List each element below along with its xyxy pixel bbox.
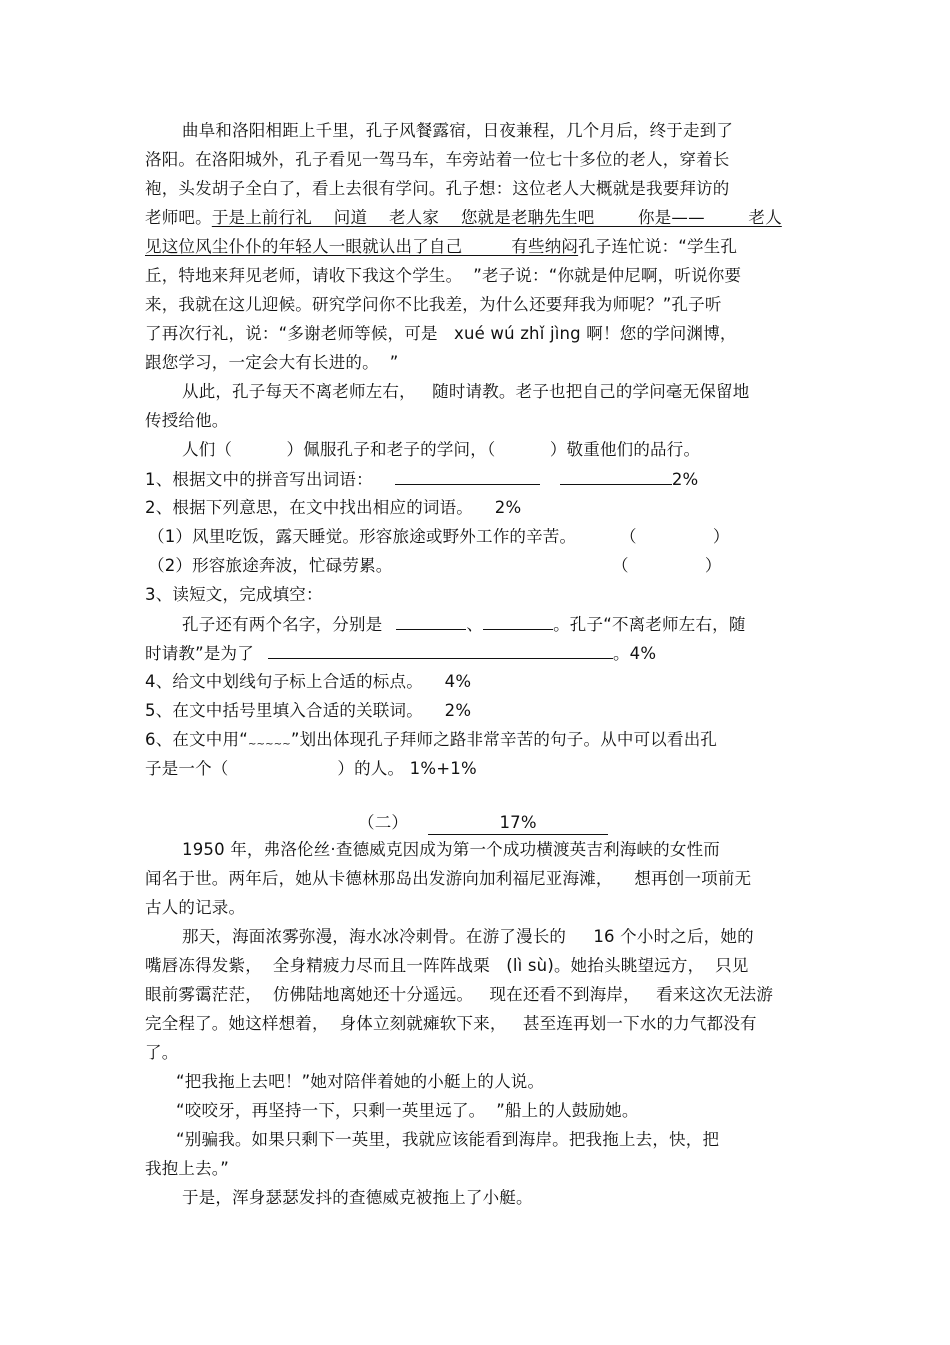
section-2-score: 17% bbox=[428, 812, 608, 835]
underlined-sentence-part-2: 见这位风尘仆仆的年轻人一眼就认出了自己 有些纳闷 bbox=[145, 237, 579, 256]
question-3: 3、读短文，完成填空： bbox=[145, 585, 323, 604]
question-3-prompt-c: 时请教”是为了 bbox=[145, 644, 254, 663]
answer-blank-1a[interactable] bbox=[395, 468, 540, 485]
question-2-1: （1）风里吃饭，露天睡觉。形容旅途或野外工作的辛苦。 bbox=[148, 527, 577, 546]
p1-line-4 bbox=[145, 207, 782, 229]
question-3-prompt: 孔子还有两个名字，分别是 bbox=[182, 615, 383, 634]
p1-line-11: 传授给他。 bbox=[145, 411, 229, 430]
question-5: 5、在文中括号里填入合适的关联词。 2% bbox=[145, 701, 472, 720]
question-6-text-a: 6、在文中用“ bbox=[145, 730, 248, 749]
question-6-line-2: 子是一个（ ）的人。 1%+1% bbox=[145, 759, 477, 778]
p2-line-4: 那天，海面浓雾弥漫，海水冰冷刺骨。在游了漫长的 16 个小时之后，她的 bbox=[182, 927, 754, 946]
question-3-separator: 、 bbox=[466, 615, 484, 634]
wavy-line-mark: ~~~~~ bbox=[247, 739, 291, 750]
question-2-1-answer[interactable]: （ ） bbox=[620, 527, 730, 546]
p2-line-1: 1950 年，弗洛伦丝·查德威克因成为第一个成功横渡英吉利海峡的女性而 bbox=[182, 840, 720, 859]
question-1-text: 1、根据文中的拼音写出词语： bbox=[145, 470, 373, 489]
question-3-line-1 bbox=[182, 613, 746, 636]
underlined-sentence-part-1: 于是上前行礼 问道 老人家 您就是老聃先生吧 你是—— 老人 bbox=[211, 208, 782, 227]
p1-line-2: 洛阳。在洛阳城外，孔子看见一驾马车，车旁站着一位七十多位的老人，穿着长 bbox=[145, 150, 730, 169]
p2-line-6: 眼前雾霭茫茫， 仿佛陆地离她还十分遥远。 现在还看不到海岸， 看来这次无法游 bbox=[145, 985, 774, 1004]
question-2-2-answer[interactable]: （ ） bbox=[612, 556, 722, 575]
p1-line-6: 丘，特地来拜见老师，请收下我这个学生。 ”老子说：“你就是仲尼啊，听说你要 bbox=[145, 266, 742, 285]
question-3-score: 。4% bbox=[612, 644, 657, 663]
p1-line-9: 跟您学习，一定会大有长进的。 ” bbox=[145, 353, 399, 372]
p2-line-12: 我抱上去。” bbox=[145, 1159, 229, 1178]
p2-line-9: “把我拖上去吧！”她对陪伴着她的小艇上的人说。 bbox=[176, 1072, 545, 1091]
p2-line-13: 于是，浑身瑟瑟发抖的查德威克被拖上了小艇。 bbox=[182, 1188, 533, 1207]
question-1-score: 2% bbox=[671, 470, 699, 489]
question-3-prompt-b: 。孔子“不离老师左右，随 bbox=[553, 615, 746, 634]
section-2-header bbox=[358, 812, 608, 835]
p2-line-7: 完全程了。她这样想着， 身体立刻就瘫软下来， 甚至连再划一下水的力气都没有 bbox=[145, 1014, 757, 1033]
p1-line-8: 了再次行礼，说：“多谢老师等候，可是 xué wú zhǐ jìng 啊！您的学问渊博， bbox=[145, 324, 737, 343]
question-6 bbox=[145, 729, 717, 756]
question-2-2: （2）形容旅途奔波，忙碌劳累。 bbox=[148, 556, 393, 575]
answer-blank-1b[interactable] bbox=[560, 468, 672, 485]
answer-blank-3c[interactable] bbox=[268, 642, 613, 659]
p2-line-3: 古人的记录。 bbox=[145, 898, 246, 917]
p2-line-11: “别骗我。如果只剩下一英里，我就应该能看到海岸。把我拖上去，快，把 bbox=[176, 1130, 720, 1149]
p2-line-10: “咬咬牙，再坚持一下，只剩一英里远了。 ”船上的人鼓励她。 bbox=[176, 1101, 639, 1120]
question-2: 2、根据下列意思，在文中找出相应的词语。 2% bbox=[145, 498, 522, 517]
p2-line-5: 嘴唇冻得发紫， 全身精疲力尽而且一阵阵战栗 (lì sù)。她抬头眺望远方， 只见 bbox=[145, 956, 749, 975]
p2-line-2: 闻名于世。两年后，她从卡德林那岛出发游向加利福尼亚海滩， 想再创一项前无 bbox=[145, 869, 752, 888]
answer-blank-3b[interactable] bbox=[483, 613, 553, 630]
p1-line-4-lead: 老师吧。 bbox=[145, 208, 212, 227]
question-4: 4、给文中划线句子标上合适的标点。 4% bbox=[145, 672, 472, 691]
p1-line-3: 袍，头发胡子全白了，看上去很有学问。孔子想：这位老人大概就是我要拜访的 bbox=[145, 179, 730, 198]
p1-line-10: 从此，孔子每天不离老师左右， 随时请教。老子也把自己的学问毫无保留地 bbox=[182, 382, 750, 401]
p1-line-5-tail: 孔子连忙说：“学生孔 bbox=[578, 237, 738, 256]
p1-line-5 bbox=[145, 236, 737, 258]
p2-line-8: 了。 bbox=[145, 1043, 179, 1062]
answer-blank-3a[interactable] bbox=[396, 613, 466, 630]
question-6-text-b: ”划出体现孔子拜师之路非常辛苦的句子。从中可以看出孔 bbox=[290, 730, 718, 749]
question-3-line-2 bbox=[145, 642, 656, 665]
p1-line-7: 来，我就在这儿迎候。研究学问你不比我差，为什么还要拜我为师呢？”孔子听 bbox=[145, 295, 722, 314]
p1-line-1: 曲阜和洛阳相距上千里，孔子风餐露宿，日夜兼程，几个月后，终于走到了 bbox=[182, 121, 734, 140]
question-1 bbox=[145, 468, 698, 491]
section-2-label: （二） bbox=[358, 813, 409, 832]
p1-line-12: 人们（ ）佩服孔子和老子的学问，（ ）敬重他们的品行。 bbox=[182, 440, 701, 459]
